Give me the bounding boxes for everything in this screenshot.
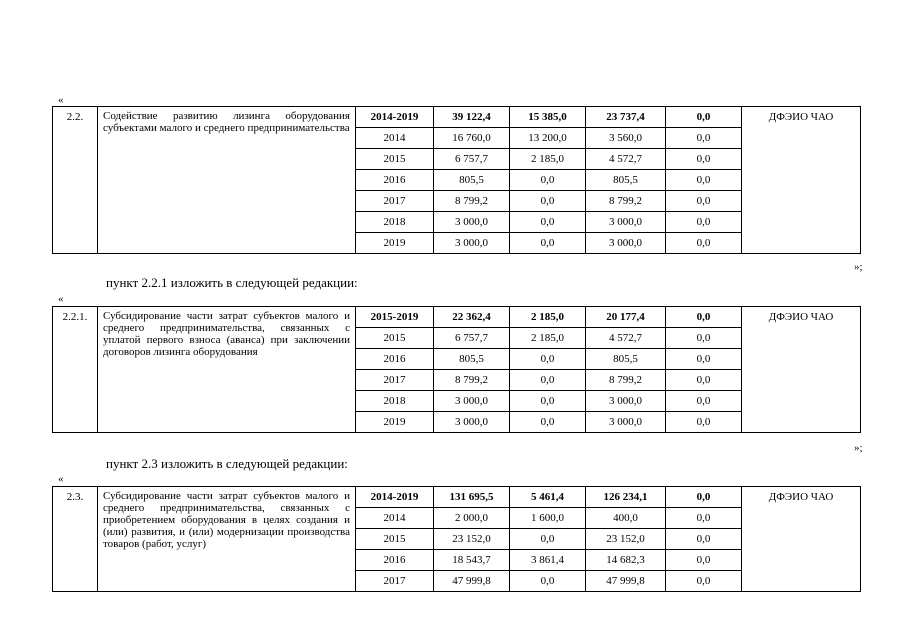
value-cell: 14 682,3: [586, 550, 666, 571]
value-cell: 3 000,0: [586, 412, 666, 433]
year-cell: 2017: [356, 571, 434, 592]
value-cell: 2 185,0: [510, 149, 586, 170]
value-cell: 0,0: [666, 328, 742, 349]
year-cell: 2016: [356, 349, 434, 370]
value-cell: 3 000,0: [586, 391, 666, 412]
year-cell: 2019: [356, 233, 434, 254]
value-cell: 0,0: [666, 170, 742, 191]
value-cell: 3 000,0: [434, 412, 510, 433]
amendment-paragraph: пункт 2.3 изложить в следующей редакции:: [106, 456, 348, 471]
closing-quote: »;: [854, 442, 863, 454]
value-cell: 47 999,8: [586, 571, 666, 592]
table-row: [53, 107, 861, 128]
value-cell: 6 757,7: [434, 328, 510, 349]
year-cell: 2017: [356, 370, 434, 391]
value-cell: 2 185,0: [510, 328, 586, 349]
opening-quote: «: [58, 473, 64, 485]
year-cell: 2014: [356, 128, 434, 149]
item-name: Субсидирование части затрат субъектов малого и среднего предпринимательства, связанных с уплатой первого взноса (аванса) при заключении договоров лизинга оборудования: [98, 307, 356, 433]
item-number: 2.2.1.: [53, 307, 98, 433]
value-cell: 8 799,2: [434, 191, 510, 212]
value-cell: 0,0: [510, 233, 586, 254]
closing-quote: »;: [854, 261, 863, 273]
value-cell: 3 560,0: [586, 128, 666, 149]
year-cell: 2018: [356, 391, 434, 412]
value-cell: 805,5: [586, 170, 666, 191]
value-cell: 39 122,4: [434, 107, 510, 128]
value-cell: 22 362,4: [434, 307, 510, 328]
opening-quote: «: [58, 293, 64, 305]
value-cell: 0,0: [666, 550, 742, 571]
item-name: Содействие развитию лизинга оборудования субъектами малого и среднего предпринимательства: [98, 107, 356, 254]
responsible-cell: ДФЭИО ЧАО: [742, 107, 861, 254]
responsible-cell: ДФЭИО ЧАО: [742, 307, 861, 433]
value-cell: 4 572,7: [586, 149, 666, 170]
value-cell: 400,0: [586, 508, 666, 529]
value-cell: 13 200,0: [510, 128, 586, 149]
value-cell: 0,0: [666, 571, 742, 592]
value-cell: 0,0: [510, 170, 586, 191]
year-cell: 2016: [356, 550, 434, 571]
value-cell: 0,0: [510, 412, 586, 433]
value-cell: 0,0: [666, 191, 742, 212]
value-cell: 5 461,4: [510, 487, 586, 508]
year-cell: 2016: [356, 170, 434, 191]
value-cell: 0,0: [510, 191, 586, 212]
table-row: [53, 307, 861, 328]
period-cell: 2014-2019: [356, 487, 434, 508]
item-number: 2.3.: [53, 487, 98, 592]
value-cell: 4 572,7: [586, 328, 666, 349]
value-cell: 0,0: [666, 487, 742, 508]
item-name: Субсидирование части затрат субъектов малого и среднего предпринимательства, связанных с приобретением оборудования в целях создания и (или) развития, и (или) модернизации производства товаров (работ, услуг): [98, 487, 356, 592]
value-cell: 131 695,5: [434, 487, 510, 508]
value-cell: 126 234,1: [586, 487, 666, 508]
value-cell: 23 152,0: [434, 529, 510, 550]
value-cell: 0,0: [510, 391, 586, 412]
table-row: [53, 487, 861, 508]
value-cell: 805,5: [586, 349, 666, 370]
value-cell: 0,0: [666, 212, 742, 233]
period-cell: 2015-2019: [356, 307, 434, 328]
value-cell: 0,0: [666, 370, 742, 391]
value-cell: 2 000,0: [434, 508, 510, 529]
value-cell: 0,0: [666, 412, 742, 433]
value-cell: 6 757,7: [434, 149, 510, 170]
value-cell: 2 185,0: [510, 307, 586, 328]
program-table-2-3: [52, 486, 861, 592]
program-table-2-2-1: [52, 306, 861, 433]
program-table-2-2: [52, 106, 861, 254]
year-cell: 2015: [356, 149, 434, 170]
value-cell: 805,5: [434, 349, 510, 370]
value-cell: 0,0: [510, 370, 586, 391]
year-cell: 2018: [356, 212, 434, 233]
value-cell: 8 799,2: [586, 191, 666, 212]
value-cell: 0,0: [510, 571, 586, 592]
year-cell: 2017: [356, 191, 434, 212]
item-number: 2.2.: [53, 107, 98, 254]
value-cell: 0,0: [666, 349, 742, 370]
value-cell: 0,0: [666, 233, 742, 254]
value-cell: 0,0: [666, 529, 742, 550]
value-cell: 20 177,4: [586, 307, 666, 328]
value-cell: 0,0: [510, 212, 586, 233]
value-cell: 3 000,0: [434, 212, 510, 233]
value-cell: 0,0: [510, 349, 586, 370]
value-cell: 805,5: [434, 170, 510, 191]
opening-quote: «: [58, 94, 64, 106]
value-cell: 0,0: [666, 508, 742, 529]
year-cell: 2019: [356, 412, 434, 433]
value-cell: 15 385,0: [510, 107, 586, 128]
value-cell: 3 000,0: [586, 233, 666, 254]
value-cell: 3 000,0: [434, 391, 510, 412]
amendment-paragraph: пункт 2.2.1 изложить в следующей редакции:: [106, 275, 358, 290]
value-cell: 3 000,0: [586, 212, 666, 233]
value-cell: 16 760,0: [434, 128, 510, 149]
value-cell: 8 799,2: [434, 370, 510, 391]
value-cell: 0,0: [666, 128, 742, 149]
value-cell: 0,0: [666, 391, 742, 412]
period-cell: 2014-2019: [356, 107, 434, 128]
value-cell: 23 737,4: [586, 107, 666, 128]
responsible-cell: ДФЭИО ЧАО: [742, 487, 861, 592]
year-cell: 2015: [356, 529, 434, 550]
value-cell: 0,0: [666, 149, 742, 170]
value-cell: 23 152,0: [586, 529, 666, 550]
value-cell: 1 600,0: [510, 508, 586, 529]
value-cell: 8 799,2: [586, 370, 666, 391]
value-cell: 0,0: [666, 307, 742, 328]
year-cell: 2015: [356, 328, 434, 349]
value-cell: 3 861,4: [510, 550, 586, 571]
year-cell: 2014: [356, 508, 434, 529]
value-cell: 0,0: [666, 107, 742, 128]
value-cell: 3 000,0: [434, 233, 510, 254]
value-cell: 18 543,7: [434, 550, 510, 571]
value-cell: 0,0: [510, 529, 586, 550]
value-cell: 47 999,8: [434, 571, 510, 592]
